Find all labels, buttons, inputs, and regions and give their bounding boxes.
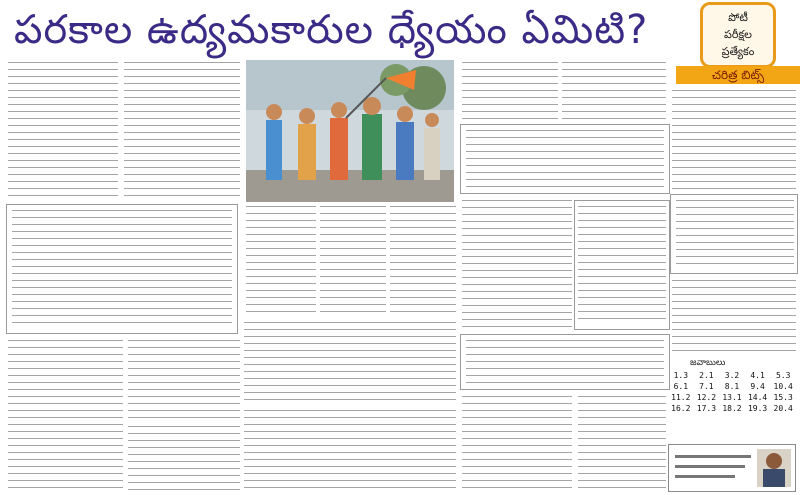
answer-cell: 3.2: [724, 371, 740, 380]
author-photo: [669, 445, 795, 491]
question-block: [462, 396, 572, 490]
statue-photo-illustration: [246, 60, 454, 202]
question-block: [466, 340, 664, 384]
question-block: [562, 62, 666, 122]
question-block: [124, 62, 240, 202]
answer-cell: 4.1: [750, 371, 765, 380]
competitive-exam-badge: [700, 2, 776, 68]
question-block: [462, 200, 572, 330]
question-block: [320, 206, 386, 316]
answer-cell: 12.2: [696, 393, 717, 402]
question-block: [672, 90, 796, 190]
question-block: [676, 200, 794, 268]
answer-key-title: జవాబులు: [690, 358, 726, 368]
answer-cell: 14.4: [747, 393, 768, 402]
question-block: [462, 62, 558, 122]
answer-cell: 19.3: [747, 404, 768, 413]
answer-cell: 18.2: [722, 404, 742, 413]
answer-cell: 15.3: [773, 393, 793, 402]
question-block: [246, 206, 316, 316]
answer-cell: 13.1: [722, 393, 742, 402]
question-block: [128, 340, 240, 420]
badge-line: పరీక్షల: [724, 28, 752, 41]
answer-cell: 2.1: [699, 371, 714, 380]
statue-photo: [246, 60, 454, 202]
question-block: [578, 396, 666, 490]
question-block: [244, 322, 456, 404]
answer-cell: 7.1: [699, 382, 714, 391]
question-block: [466, 130, 664, 188]
author-box: [668, 444, 796, 492]
answer-cell: 6.1: [673, 382, 689, 391]
badge-line: పోటీ: [728, 11, 748, 24]
answer-cell: 11.2: [671, 393, 691, 402]
answer-cell: 20.4: [773, 404, 793, 413]
question-block: [8, 62, 118, 202]
answer-cell: 8.1: [724, 382, 740, 391]
question-block: [244, 410, 456, 490]
question-block: [390, 206, 456, 316]
answer-cell: 9.4: [750, 382, 765, 391]
answer-key-grid: [668, 370, 796, 440]
question-block: [578, 206, 666, 324]
question-block: [128, 426, 240, 490]
answer-cell: 5.3: [775, 371, 791, 380]
question-block: [12, 210, 232, 328]
section-ribbon: చరిత్ర బిట్స్: [676, 66, 800, 84]
badge-line: ప్రత్యేకం: [721, 45, 755, 58]
page-title: పరకాల ఉద్యమకారుల ధ్యేయం ఏమిటి?: [14, 7, 649, 53]
answer-cell: 1.3: [673, 371, 689, 380]
answer-cell: 10.4: [773, 382, 793, 391]
question-block: [8, 340, 123, 490]
question-block: [672, 280, 796, 354]
answer-cell: 17.3: [696, 404, 717, 413]
answer-cell: 16.2: [671, 404, 691, 413]
